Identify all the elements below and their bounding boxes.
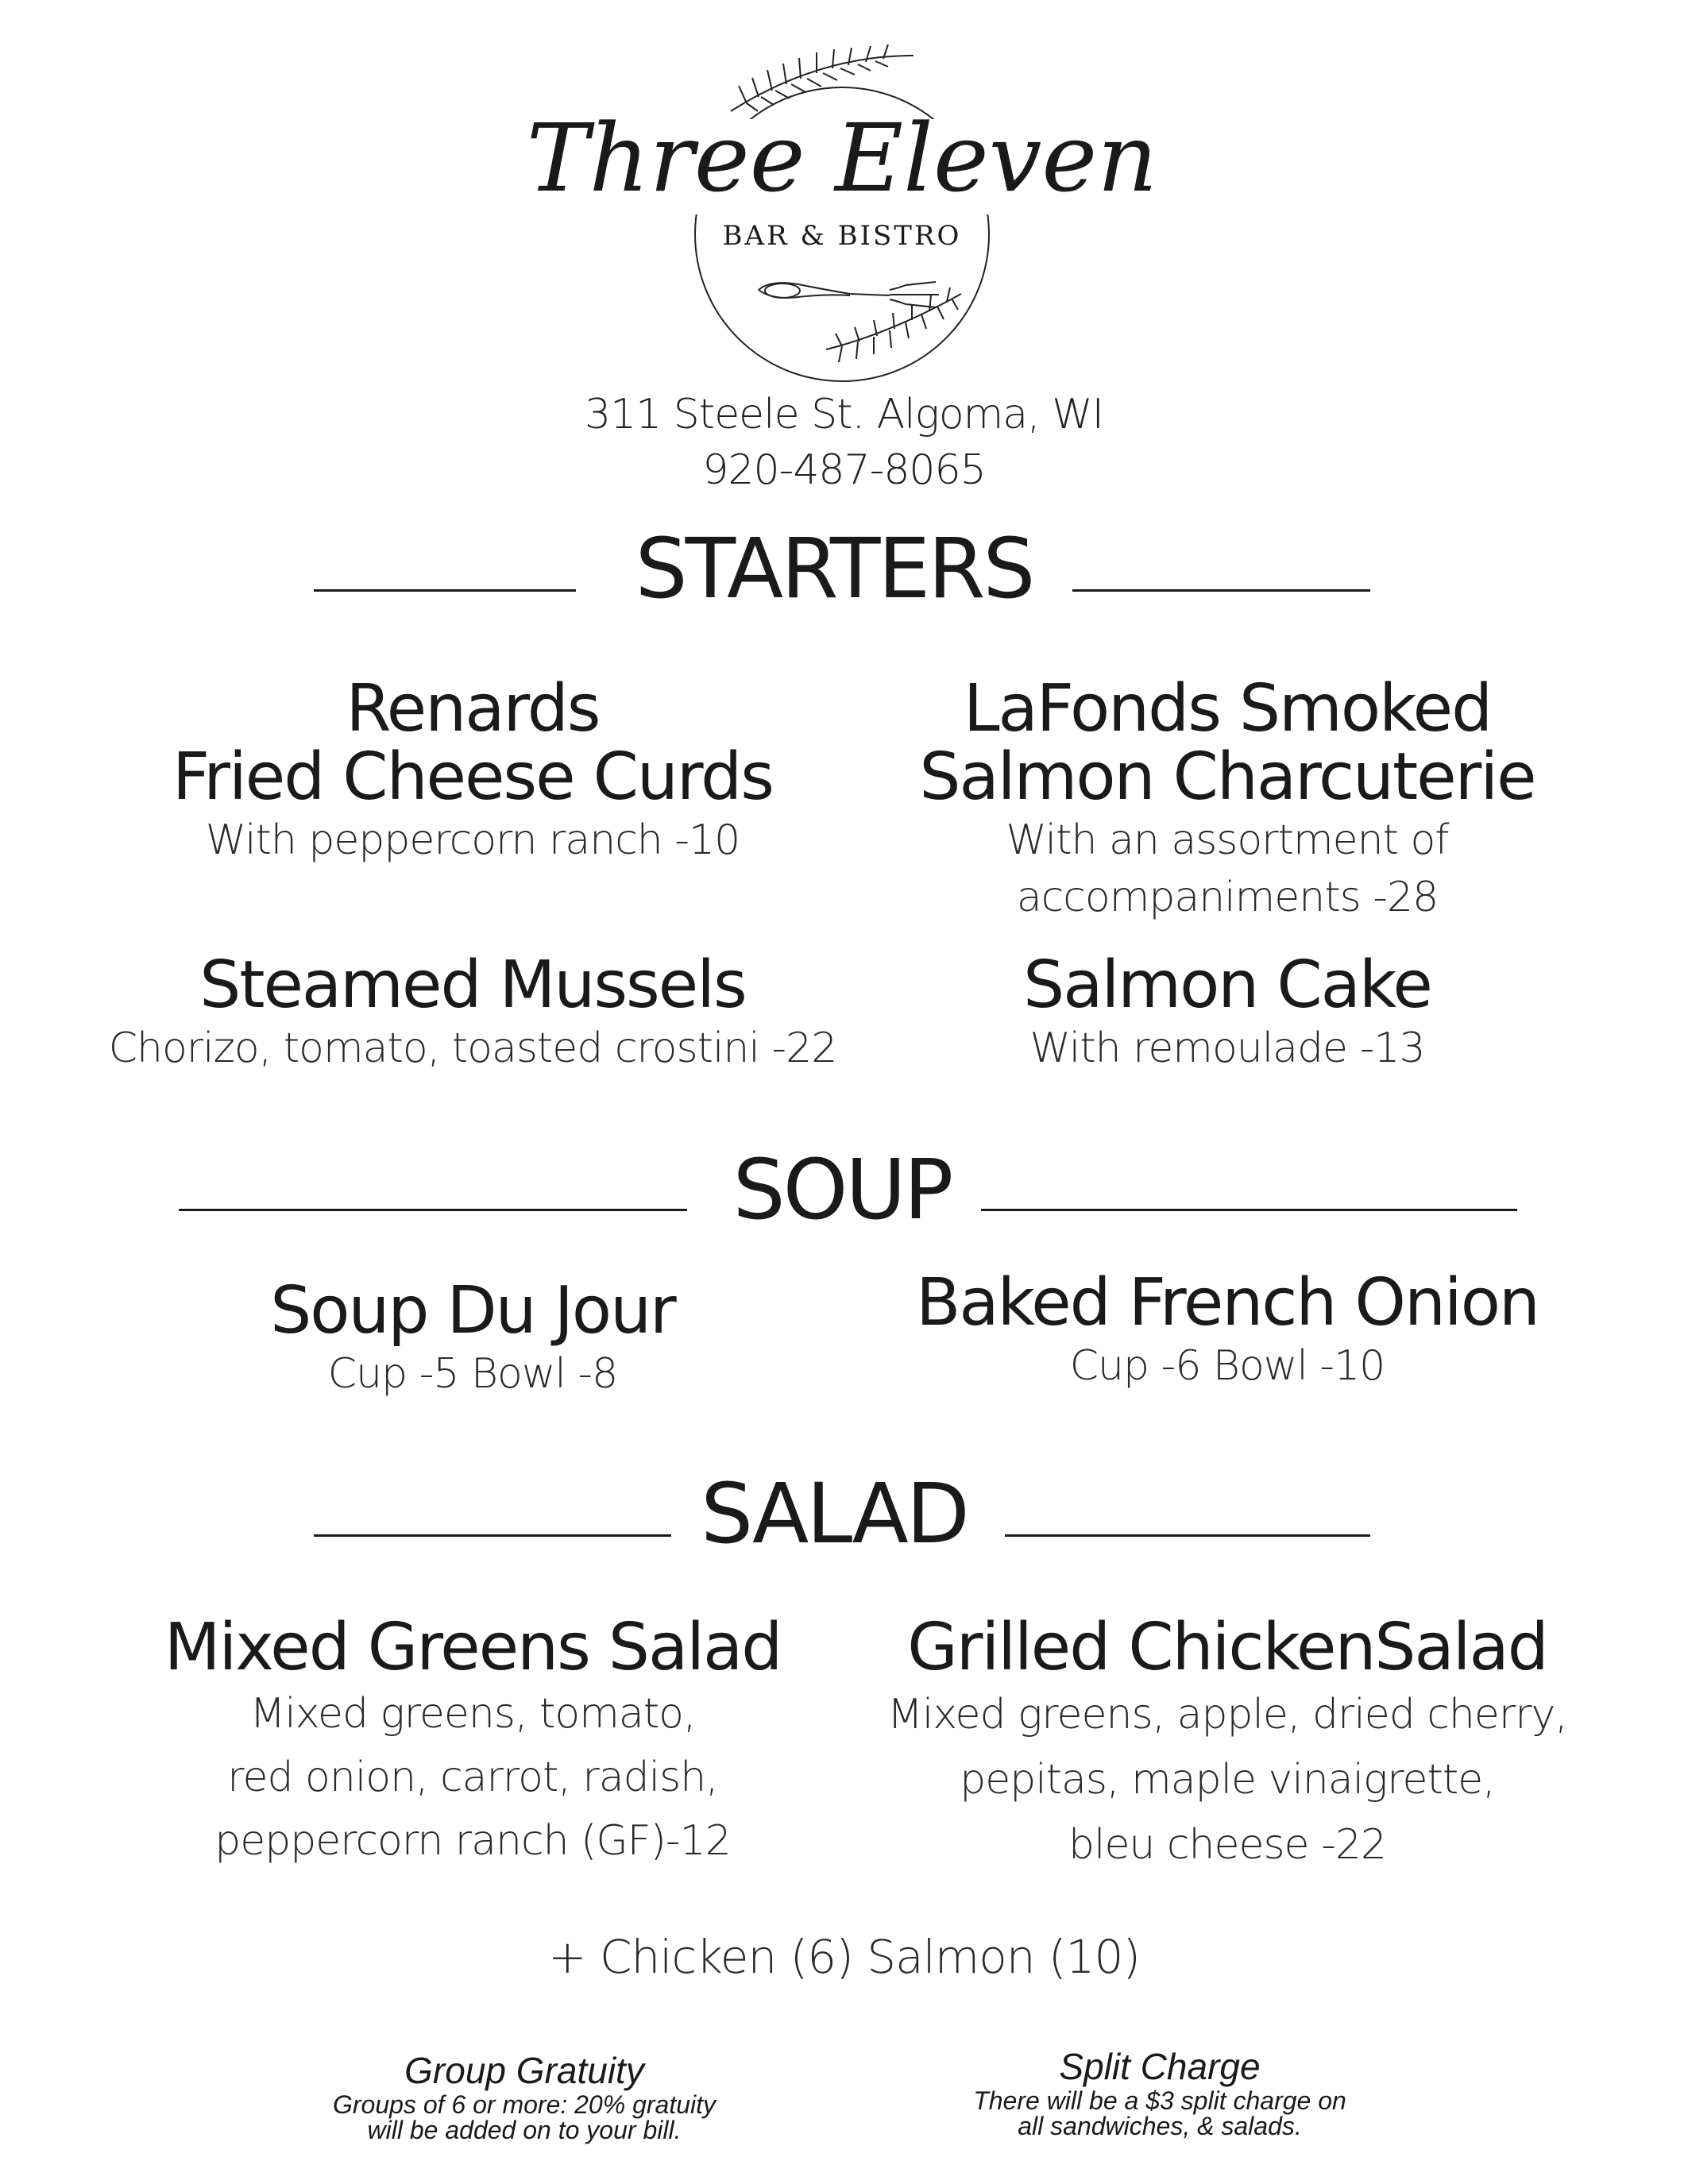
logo-script-name: Three Eleven <box>526 103 1158 213</box>
salad-addons: + Chicken (6) Salmon (10) <box>547 1930 1140 1984</box>
note-text: all sandwiches, & salads. <box>1018 2112 1302 2140</box>
item-description: With an assortment of <box>1006 816 1449 864</box>
note-text: There will be a $3 split charge on <box>973 2086 1346 2115</box>
item-title: LaFonds Smoked <box>963 671 1492 747</box>
item-description: Cup -5 Bowl -8 <box>327 1350 618 1398</box>
fork-icon <box>759 282 939 307</box>
heading-rule-right <box>1005 1534 1370 1537</box>
item-title: Renards <box>346 671 600 747</box>
note-title: Group Gratuity <box>404 2050 644 2091</box>
section-heading-salad: SALAD <box>701 1465 968 1562</box>
item-title: Salmon Cake <box>1023 947 1431 1023</box>
item-description: accompaniments -28 <box>1016 874 1439 921</box>
item-title: Mixed Greens Salad <box>164 1610 782 1685</box>
item-title: Grilled ChickenSalad <box>907 1610 1547 1685</box>
item-title: Fried Cheese Curds <box>172 739 773 815</box>
heading-rule-left <box>314 589 576 592</box>
item-description: red onion, carrot, radish, <box>227 1754 718 1801</box>
item-description: bleu cheese -22 <box>1068 1821 1386 1869</box>
menu-item-mixed-greens-salad <box>111 1610 834 1873</box>
note-text: Groups of 6 or more: 20% gratuity <box>333 2090 716 2119</box>
item-description: Chorizo, tomato, toasted crostini -22 <box>108 1024 837 1072</box>
item-description: Mixed greens, tomato, <box>249 1690 696 1738</box>
note-title: Split Charge <box>1059 2046 1261 2087</box>
heading-rule-right <box>981 1209 1517 1211</box>
item-title: Baked French Onion <box>916 1265 1539 1341</box>
section-heading-soup: SOUP <box>732 1141 952 1238</box>
item-description: Cup -6 Bowl -10 <box>1069 1342 1385 1390</box>
item-title: Steamed Mussels <box>199 947 746 1023</box>
item-description: peppercorn ranch (GF)-12 <box>214 1817 731 1865</box>
item-description: Mixed greens, apple, dried cherry, <box>887 1691 1567 1738</box>
logo-graphic <box>526 32 1158 405</box>
item-description: With peppercorn ranch -10 <box>205 816 740 864</box>
item-title: Soup Du Jour <box>270 1273 675 1349</box>
group-gratuity-note <box>238 2049 810 2143</box>
menu-item-salmon-charcuterie <box>882 671 1573 926</box>
restaurant-address: 311 Steele St. Algoma, WI <box>585 391 1103 438</box>
menu-item-cheese-curds <box>127 671 818 869</box>
heading-rule-right <box>1072 589 1370 592</box>
item-description: pepitas, maple vinaigrette, <box>960 1756 1495 1804</box>
restaurant-logo <box>526 32 1158 405</box>
heading-rule-left <box>179 1209 687 1211</box>
logo-subtitle: BAR & BISTRO <box>722 220 962 252</box>
note-text: will be added on to your bill. <box>367 2116 682 2144</box>
split-charge-note <box>874 2045 1446 2139</box>
rosemary-sprig-top-icon <box>731 44 914 111</box>
rosemary-sprig-bottom-icon <box>826 287 961 362</box>
section-heading-starters: STARTERS <box>635 520 1033 617</box>
item-description: With remoulade -13 <box>1029 1024 1425 1072</box>
menu-item-french-onion <box>882 1265 1573 1395</box>
item-title: Salmon Charcuterie <box>919 739 1535 815</box>
heading-rule-left <box>314 1534 671 1537</box>
menu-item-grilled-chicken-salad <box>866 1610 1589 1877</box>
menu-item-soup-du-jour <box>127 1273 818 1403</box>
menu-item-steamed-mussels <box>87 947 858 1077</box>
menu-item-salmon-cake <box>882 947 1573 1077</box>
restaurant-phone: 920-487-8065 <box>702 446 986 494</box>
